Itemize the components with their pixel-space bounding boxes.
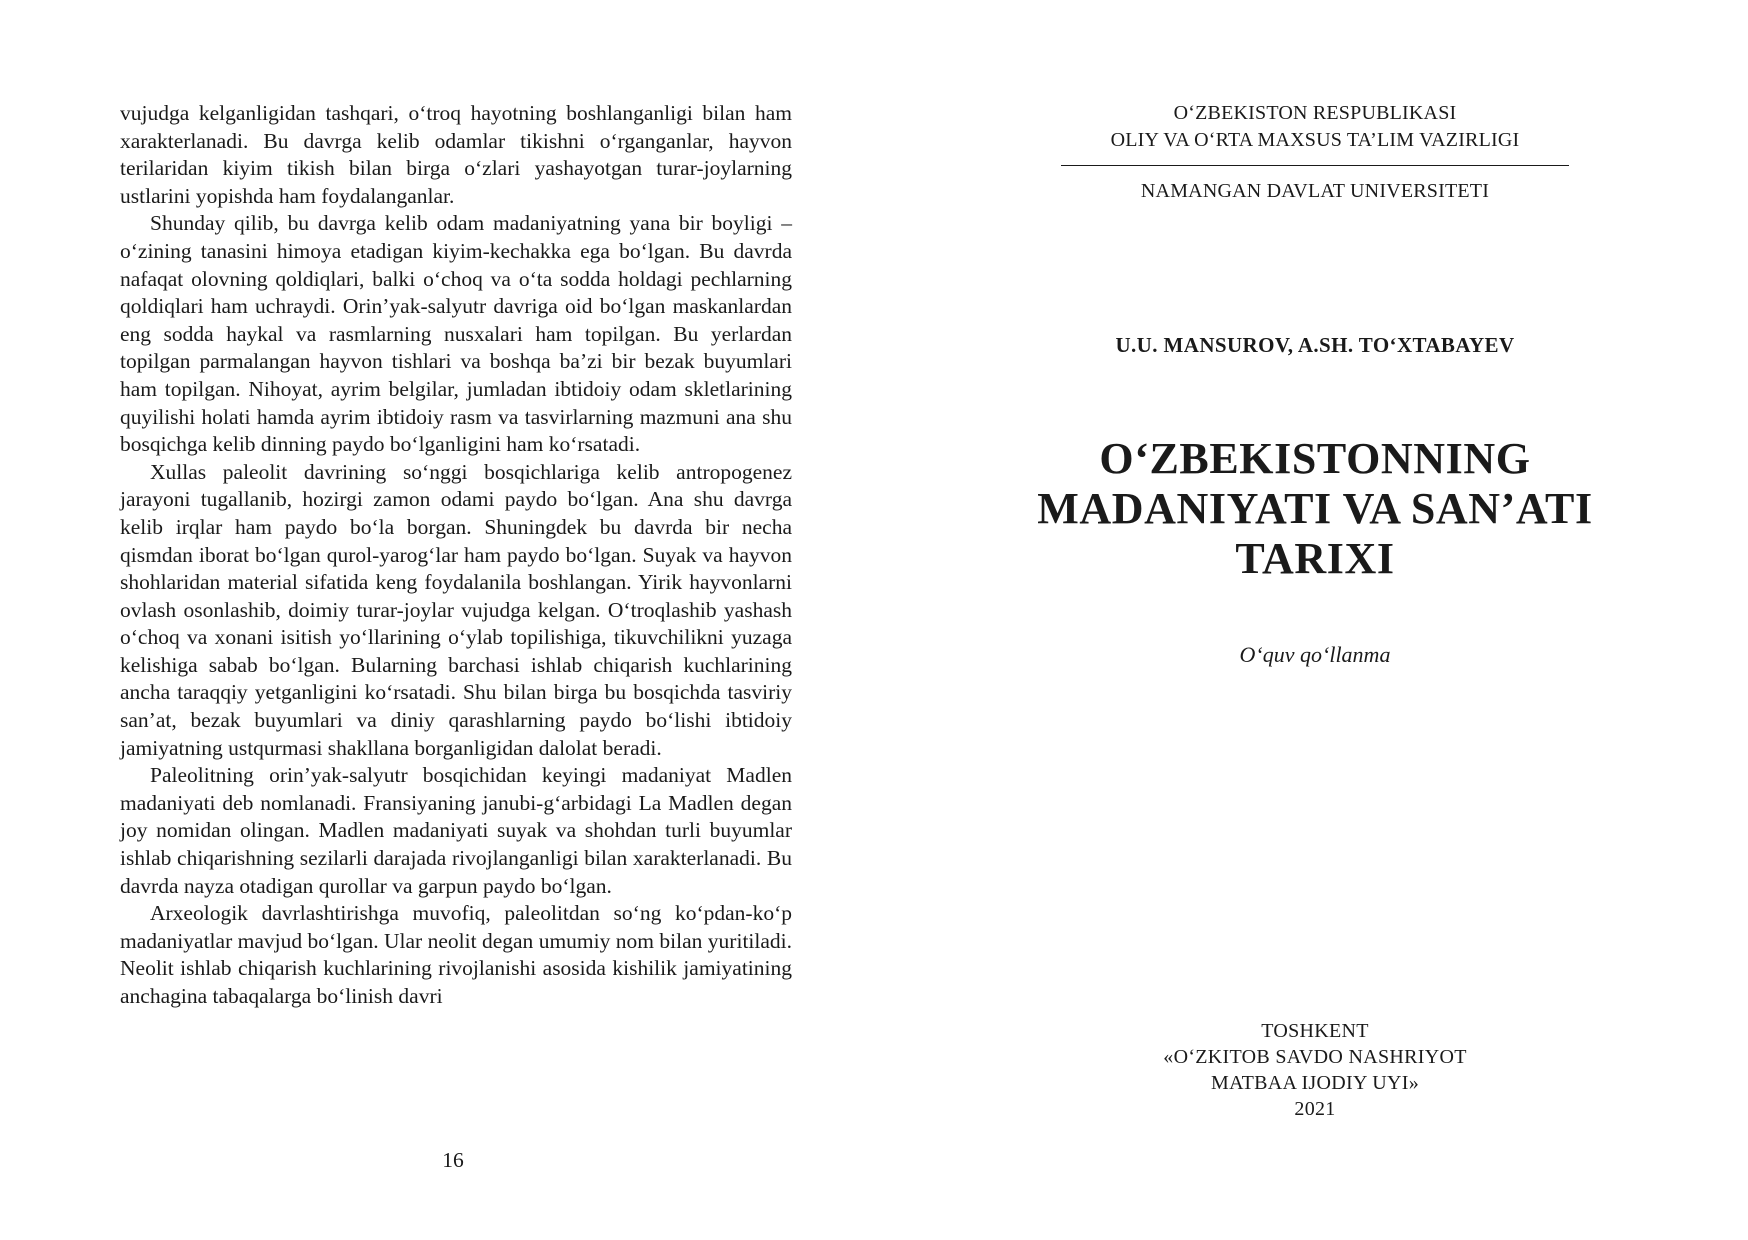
paragraph: Arxeologik davrlashtirishga muvofiq, paleolitdan so‘ng ko‘pdan-ko‘p madaniyatlar mavjud bo‘lgan. Ular neolit degan umumiy nom bilan yuritiladi. Neolit ishlab chiqarish kuchlarining rivojlanishi asosida kishilik jamiyatining anchagina tabaqalarga bo‘linish davri <box>120 901 792 1008</box>
book-authors: U.U. MANSUROV, A.SH. TO‘XTABAYEV <box>1115 333 1515 357</box>
imprint-city: TOSHKENT <box>1261 1020 1369 1042</box>
publisher-imprint <box>1020 1018 1610 1122</box>
paragraph: Paleolitning orin’yak-salyutr bosqichidan keyingi madaniyat Madlen madaniyati deb nomlanadi. Fransiyaning janubi-g‘arbidagi La Madlen degan joy nomidan olingan. Madlen madaniyati suyak va shohdan turli buyumlar ishlab chiqarishning sezilarli darajada rivojlanganligi bilan xarakterlanadi. Bu davrda nayza otadigan qurollar va garpun paydo bo‘lgan. <box>120 763 792 898</box>
university-name: NAMANGAN DAVLAT UNIVERSITETI <box>1140 180 1490 202</box>
ministry-line: OLIY VA O‘RTA MAXSUS TA’LIM VAZIRLIGI <box>1110 129 1520 151</box>
ministry-header <box>1020 100 1610 154</box>
paragraph: Shunday qilib, bu davrga kelib odam madaniyatning yana bir boyligi – o‘zining tanasini himoya etadigan kiyim-kechakka ega bo‘lgan. Bu davrda nafaqat olovning qoldiqlari, balki o‘choq va o‘ta sodda holdagi pechlarning qoldiqlari ham uchraydi. Orin’yak-salyutr davriga oid bo‘lgan maskanlardan eng sodda haykal va rasmlarning nusxalari ham topilgan. Bu yerlardan topilgan parmalangan hayvon tishlari va boshqa ba’zi bir bezak buyumlari ham topilgan. Nihoyat, ayrim belgilar, jumladan ibtidoiy odam skletlarining quyilishi holati hamda ayrim ibtidoiy rasm va tasvirlarning mazmuni ana shu bosqichga kelib dinning paydo bo‘lganligini ham ko‘rsatadi. <box>120 211 792 457</box>
paragraph: vujudga kelganligidan tashqari, o‘troq hayotning boshlanganligi bilan ham xarakterlanadi. Bu davrga kelib odamlar tikishni o‘rganganlar, hayvon terilaridan kiyim tikish bilan birga o‘zlari yashayotgan turar-joylarning ustlarini yopishda ham foydalanganlar. <box>120 101 792 208</box>
imprint-year: 2021 <box>1294 1098 1336 1120</box>
imprint-publisher-line: MATBAA IJODIY UYI» <box>1211 1072 1419 1094</box>
book-title-line: MADANIYATI VA SAN’ATI <box>1037 484 1593 533</box>
book-title <box>1020 434 1610 584</box>
book-genre: O‘quv qo‘llanma <box>1239 642 1391 667</box>
book-title-line: TARIXI <box>1235 534 1395 583</box>
header-divider <box>1061 165 1569 166</box>
title-page <box>1020 100 1610 1120</box>
book-title-line: O‘ZBEKISTONNING <box>1099 434 1531 483</box>
paragraph: Xullas paleolit davrining so‘nggi bosqichlariga kelib antropogenez jarayoni tugallanib, hozirgi zamon odami paydo bo‘lgan. Ana shu davrga kelib irqlar ham paydo bo‘la borgan. Shuningdek bu davrda bir necha qismdan iborat bo‘lgan qurol-yarog‘lar ham paydo bo‘lgan. Suyak va hayvon shohlaridan material sifatida keng foydalanila boshlangan. Yirik hayvonlarni ovlash osonlashib, doimiy turar-joylar vujudga kelgan. O‘troqlashib yashash o‘choq va xonani isitish yo‘llarining o‘ylab topilishiga, tikuvchilikni yuzaga kelishiga sabab bo‘lgan. Bularning barchasi ishlab chiqarish kuchlarining ancha taraqqiy yetganligini ko‘rsatadi. Shu bilan birga bu bosqichda tasviriy san’at, bezak buyumlari va diniy qarashlarning paydo bo‘lishi ibtidoiy jamiyatning ustqurmasi shakllana borganligidan dalolat beradi. <box>120 459 792 760</box>
imprint-publisher-line: «O‘ZKITOB SAVDO NASHRIYOT <box>1163 1046 1467 1068</box>
left-page-text <box>120 100 792 1011</box>
ministry-line: O‘ZBEKISTON RESPUBLIKASI <box>1173 102 1457 124</box>
page-number: 16 <box>442 1148 464 1172</box>
